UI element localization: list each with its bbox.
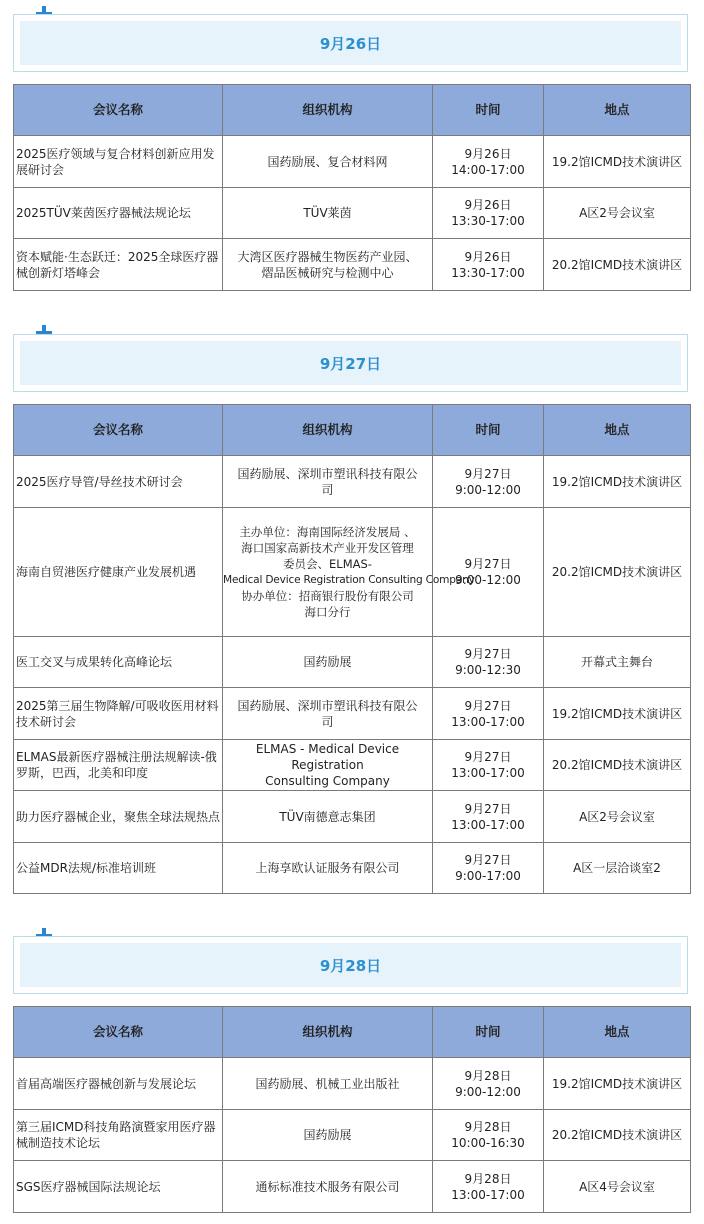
- organizer: 国药励展、深圳市塑讯科技有限公 司: [223, 456, 433, 508]
- meeting-time: 9月28日 10:00-16:30: [433, 1110, 544, 1161]
- header-venue: 地点: [544, 1007, 691, 1058]
- header-venue: 地点: [544, 85, 691, 136]
- venue: A区2号会议室: [544, 791, 691, 843]
- meeting-time: 9月26日 14:00-17:00: [433, 136, 544, 188]
- table-row: [14, 740, 691, 791]
- meeting-name: 首届高端医疗器械创新与发展论坛: [14, 1058, 223, 1110]
- organizer: 通标标准技术服务有限公司: [223, 1161, 433, 1213]
- organizer: 国药励展、机械工业出版社: [223, 1058, 433, 1110]
- venue: 开幕式主舞台: [544, 637, 691, 688]
- header-org: 组织机构: [223, 1007, 433, 1058]
- venue: 20.2馆ICMD技术演讲区: [544, 508, 691, 637]
- meeting-time: 9月26日 13:30-17:00: [433, 188, 544, 239]
- table-row: [14, 508, 691, 637]
- day-title: 9月28日: [319, 956, 382, 975]
- meeting-name: 公益MDR法规/标准培训班: [14, 843, 223, 894]
- meeting-name: 2025TÜV莱茵医疗器械法规论坛: [14, 188, 223, 239]
- organizer: TÜV南德意志集团: [223, 791, 433, 843]
- header-org: 组织机构: [223, 405, 433, 456]
- venue: 20.2馆ICMD技术演讲区: [544, 740, 691, 791]
- day-title: 9月27日: [319, 354, 382, 373]
- organizer: 国药励展、深圳市塑讯科技有限公 司: [223, 688, 433, 740]
- table-row: [14, 1161, 691, 1213]
- organizer: 大湾区医疗器械生物医药产业园、 熠品医械研究与检测中心: [223, 239, 433, 291]
- meeting-time: 9月27日 9:00-12:00: [433, 508, 544, 637]
- day-header: [13, 334, 688, 392]
- day-header: [13, 14, 688, 72]
- table-row: [14, 1058, 691, 1110]
- schedule-table: [13, 404, 691, 894]
- venue: A区4号会议室: [544, 1161, 691, 1213]
- meeting-name: 2025第三届生物降解/可吸收医用材料技术研讨会: [14, 688, 223, 740]
- venue: 20.2馆ICMD技术演讲区: [544, 1110, 691, 1161]
- organizer: 国药励展: [223, 637, 433, 688]
- table-row: [14, 136, 691, 188]
- header-name: 会议名称: [14, 1007, 223, 1058]
- table-row: [14, 688, 691, 740]
- header-name: 会议名称: [14, 405, 223, 456]
- header-name: 会议名称: [14, 85, 223, 136]
- organizer: 主办单位：海南国际经济发展局 、 海口国家高新技术产业开发区管理 委员会、ELMAS- Medical Device Registration Consulting Company 协办单位：招商银行股份有限公司 海口分行: [223, 508, 433, 637]
- table-row: [14, 239, 691, 291]
- meeting-time: 9月27日 9:00-17:00: [433, 843, 544, 894]
- meeting-time: 9月27日 9:00-12:00: [433, 456, 544, 508]
- meeting-name: 2025医疗导管/导丝技术研讨会: [14, 456, 223, 508]
- meeting-time: 9月28日 13:00-17:00: [433, 1161, 544, 1213]
- table-row: [14, 791, 691, 843]
- venue: 19.2馆ICMD技术演讲区: [544, 136, 691, 188]
- organizer: TÜV莱茵: [223, 188, 433, 239]
- venue: 19.2馆ICMD技术演讲区: [544, 456, 691, 508]
- header-time: 时间: [433, 405, 544, 456]
- meeting-name: ELMAS最新医疗器械注册法规解读-俄罗斯，巴西，北美和印度: [14, 740, 223, 791]
- meeting-name: 海南自贸港医疗健康产业发展机遇: [14, 508, 223, 637]
- table-row: [14, 456, 691, 508]
- venue: 19.2馆ICMD技术演讲区: [544, 1058, 691, 1110]
- table-row: [14, 188, 691, 239]
- organizer: 国药励展: [223, 1110, 433, 1161]
- venue: A区一层洽谈室2: [544, 843, 691, 894]
- meeting-name: 助力医疗器械企业，聚焦全球法规热点: [14, 791, 223, 843]
- meeting-name: 医工交叉与成果转化高峰论坛: [14, 637, 223, 688]
- day-title: 9月26日: [319, 34, 382, 53]
- meeting-name: 第三届ICMD科技角路演暨家用医疗器械制造技术论坛: [14, 1110, 223, 1161]
- schedule-table: [13, 1006, 691, 1213]
- day-header: [13, 936, 688, 994]
- meeting-name: 资本赋能·生态跃迁：2025全球医疗器械创新灯塔峰会: [14, 239, 223, 291]
- venue: 19.2馆ICMD技术演讲区: [544, 688, 691, 740]
- header-venue: 地点: [544, 405, 691, 456]
- organizer: ELMAS - Medical Device Registration Consulting Company: [223, 740, 433, 791]
- header-org: 组织机构: [223, 85, 433, 136]
- meeting-time: 9月28日 9:00-12:00: [433, 1058, 544, 1110]
- meeting-time: 9月27日 13:00-17:00: [433, 688, 544, 740]
- meeting-time: 9月27日 13:00-17:00: [433, 740, 544, 791]
- meeting-name: SGS医疗器械国际法规论坛: [14, 1161, 223, 1213]
- header-time: 时间: [433, 1007, 544, 1058]
- organizer: 上海享欧认证服务有限公司: [223, 843, 433, 894]
- meeting-name: 2025医疗领域与复合材料创新应用发展研讨会: [14, 136, 223, 188]
- header-time: 时间: [433, 85, 544, 136]
- meeting-time: 9月27日 9:00-12:30: [433, 637, 544, 688]
- schedule-table: [13, 84, 691, 291]
- table-row: [14, 843, 691, 894]
- meeting-time: 9月27日 13:00-17:00: [433, 791, 544, 843]
- venue: A区2号会议室: [544, 188, 691, 239]
- venue: 20.2馆ICMD技术演讲区: [544, 239, 691, 291]
- organizer: 国药励展、复合材料网: [223, 136, 433, 188]
- meeting-time: 9月26日 13:30-17:00: [433, 239, 544, 291]
- table-row: [14, 1110, 691, 1161]
- table-row: [14, 637, 691, 688]
